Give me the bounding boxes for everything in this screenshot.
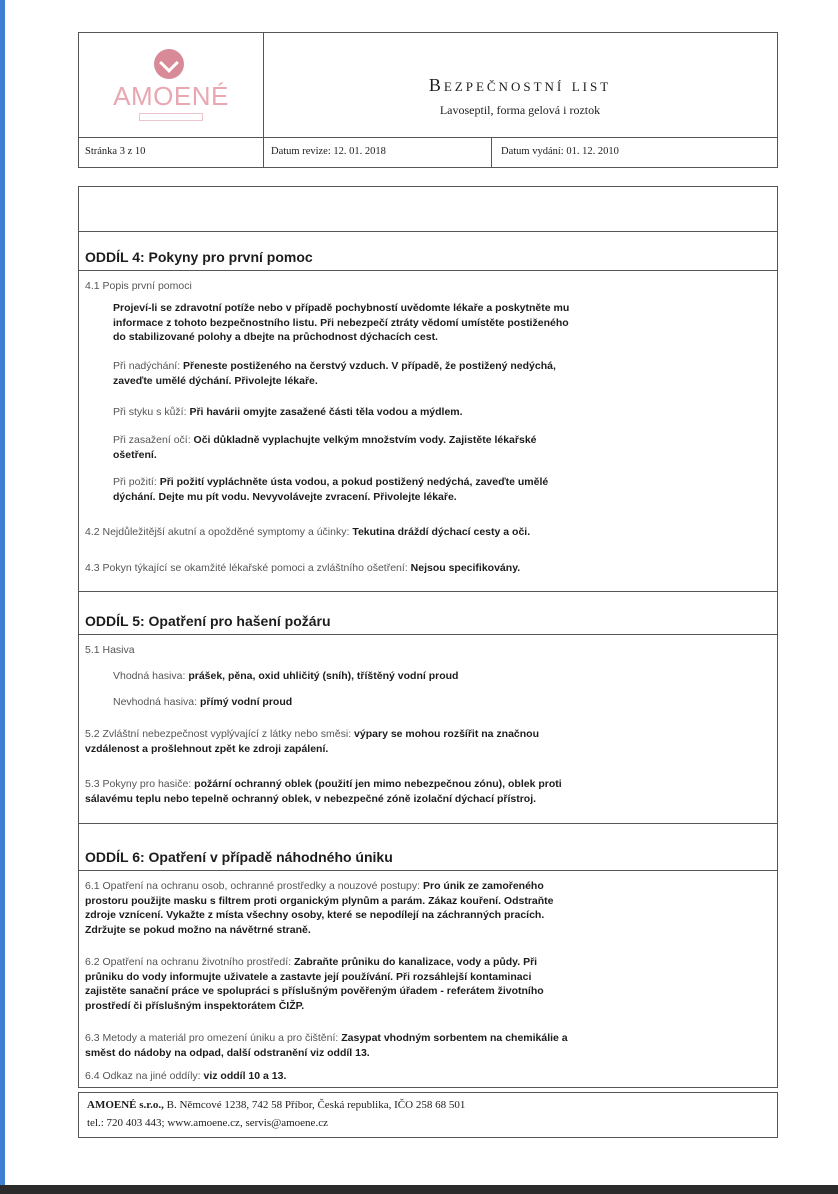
intro-line: do stabilizované polohy a dbejte na průchodnost dýchacích cest. bbox=[113, 331, 438, 343]
subsection-6-4 bbox=[85, 1069, 286, 1084]
eye-label: Při zasažení očí: bbox=[113, 434, 191, 446]
document-header bbox=[78, 32, 778, 168]
subsection-4-3-label: 4.3 Pokyn týkající se okamžité lékařské pomoci a zvláštního ošetření: bbox=[85, 562, 408, 574]
skin-text: Při havárii omyjte zasažené části těla vodou a mýdlem. bbox=[189, 406, 463, 418]
subsection-6-2-text: zajistěte sanační práce ve spolupráci s příslušným pověřeným úřadem - referátem životního bbox=[85, 985, 544, 997]
first-aid-intro bbox=[113, 301, 569, 345]
subsection-6-2-text: prostředí či příslušným inspektorátem ČIŽP. bbox=[85, 999, 305, 1012]
subsection-5-3-text: požární ochranný oblek (použití jen mimo nebezpečnou zónu), oblek proti bbox=[194, 778, 562, 790]
ingestion-item bbox=[113, 475, 548, 504]
divider bbox=[491, 138, 492, 168]
intro-line: informace z tohoto bezpečnostního listu. Při nebezpečí ztráty vědomí umístěte postiženého bbox=[113, 316, 569, 329]
subsection-6-4-text: viz oddíl 10 a 13. bbox=[203, 1070, 287, 1082]
suitable-media bbox=[113, 669, 458, 684]
eye-item bbox=[113, 433, 537, 462]
subsection-4-3-text: Nejsou specifikovány. bbox=[410, 562, 521, 574]
section-5-heading: ODDÍL 5: Opatření pro hašení požáru bbox=[79, 607, 777, 635]
document-subtitle: Lavoseptil, forma gelová i roztok bbox=[439, 103, 601, 117]
subsection-6-1 bbox=[85, 879, 775, 937]
subsection-6-2-label: 6.2 Opatření na ochranu životního prostředí: bbox=[85, 956, 292, 968]
unsuitable-media-text: přímý vodní proud bbox=[199, 696, 293, 708]
subsection-4-2-label: 4.2 Nejdůležitější akutní a opožděné symptomy a účinky: bbox=[85, 526, 350, 538]
subsection-6-1-label: 6.1 Opatření na ochranu osob, ochranné prostředky a nouzové postupy: bbox=[85, 880, 421, 892]
issue-date: Datum vydání: 01. 12. 2010 bbox=[501, 146, 619, 157]
divider bbox=[263, 138, 264, 168]
document-body bbox=[78, 186, 778, 1088]
subsection-6-2-text: průniku do vody informujte uživatele a zastavte její používání. Při rozsáhlejší kontaminaci bbox=[85, 970, 532, 983]
divider bbox=[79, 591, 777, 592]
subsection-5-1: 5.1 Hasiva bbox=[85, 644, 135, 656]
subsection-6-3-label: 6.3 Metody a materiál pro omezení úniku a pro čištění: bbox=[85, 1032, 339, 1044]
revision-date: Datum revize: 12. 01. 2018 bbox=[271, 146, 386, 157]
blank-row bbox=[79, 187, 777, 232]
section-4-heading: ODDÍL 4: Pokyny pro první pomoc bbox=[79, 243, 777, 271]
subsection-6-3-text: Zasypat vhodným sorbentem na chemikálie a bbox=[341, 1032, 568, 1044]
unsuitable-media bbox=[113, 695, 292, 710]
subsection-6-2-text: Zabraňte průniku do kanalizace, vody a půdy. Při bbox=[293, 956, 538, 968]
subsection-5-3-label: 5.3 Pokyny pro hasiče: bbox=[85, 778, 192, 790]
subsection-4-2 bbox=[85, 525, 530, 540]
section-6-heading: ODDÍL 6: Opatření v případě náhodného úniku bbox=[79, 843, 777, 871]
eye-text: Oči důkladně vyplachujte velkým množstvím vody. Zajistěte lékařské bbox=[193, 434, 537, 446]
subsection-6-2 bbox=[85, 955, 775, 1013]
subsection-5-2-text: výpary se mohou rozšířit na značnou bbox=[354, 728, 540, 740]
header-info-row bbox=[79, 137, 777, 168]
subsection-6-3 bbox=[85, 1031, 775, 1060]
subsection-6-1-text: zdroje vznícení. Vykažte z místa všechny osoby, které se nepodílejí na záchranných pracích. bbox=[85, 909, 545, 921]
company-logo bbox=[79, 33, 264, 137]
unsuitable-media-label: Nevhodná hasiva: bbox=[113, 696, 198, 708]
document-title: Bezpečnostní list bbox=[428, 75, 612, 95]
logo-tagline-box bbox=[139, 113, 203, 121]
subsection-6-1-text: Pro únik ze zamořeného bbox=[422, 880, 544, 892]
logo-heart-icon bbox=[154, 49, 184, 79]
subsection-6-4-label: 6.4 Odkaz na jiné oddíly: bbox=[85, 1070, 201, 1082]
subsection-5-3 bbox=[85, 777, 562, 806]
subsection-4-3 bbox=[85, 561, 520, 576]
subsection-5-2 bbox=[85, 727, 539, 756]
ingestion-label: Při požití: bbox=[113, 476, 157, 488]
divider bbox=[79, 823, 777, 824]
inhalation-item bbox=[113, 359, 556, 388]
document-footer bbox=[78, 1092, 778, 1138]
subsection-6-1-text: prostoru použijte masku s filtrem proti organickým plynům a parám. Zákaz kouření. Odstraňte bbox=[85, 894, 554, 907]
subsection-4-2-text: Tekutina dráždí dýchací cesty a oči. bbox=[352, 526, 531, 538]
address-text: B. Němcové 1238, 742 58 Příbor, Česká republika, IČO 258 68 501 bbox=[166, 1099, 466, 1111]
subsection-5-2-label: 5.2 Zvláštní nebezpečnost vyplývající z látky nebo směsi: bbox=[85, 728, 352, 740]
ingestion-text: Při požití vypláchněte ústa vodou, a pokud postižený nedýchá, zaveďte umělé bbox=[159, 476, 549, 488]
subsection-6-1-text: Zdržujte se pokud možno na návětrné straně. bbox=[85, 923, 311, 936]
contact-info: tel.: 720 403 443; www.amoene.cz, servis@amoene.cz bbox=[87, 1117, 328, 1129]
logo-text: AMOENÉ bbox=[113, 81, 229, 111]
suitable-media-label: Vhodná hasiva: bbox=[113, 670, 186, 682]
inhalation-text: zaveďte umělé dýchání. Přivolejte lékaře. bbox=[113, 374, 318, 387]
company-address bbox=[87, 1099, 465, 1111]
subsection-5-3-text: sálavému teplu nebo tepelně ochranný oblek, v nebezpečné zóně izolační dýchací přístroj. bbox=[85, 792, 537, 805]
subsection-6-3-text: směst do nádoby na odpad, další odstranění viz oddíl 13. bbox=[85, 1046, 370, 1059]
page-number: Stránka 3 z 10 bbox=[85, 146, 146, 157]
eye-text: ošetření. bbox=[113, 448, 157, 461]
skin-label: Při styku s kůží: bbox=[113, 406, 187, 418]
title-cell bbox=[263, 33, 777, 137]
company-name: AMOENÉ s.r.o., bbox=[87, 1099, 164, 1111]
inhalation-label: Při nadýchání: bbox=[113, 360, 181, 372]
subsection-4-1: 4.1 Popis první pomoci bbox=[85, 280, 192, 292]
ingestion-text: dýchání. Dejte mu pít vodu. Nevyvolávejte zvracení. Přivolejte lékaře. bbox=[113, 490, 457, 503]
inhalation-text: Přeneste postiženého na čerstvý vzduch. V případě, že postižený nedýchá, bbox=[183, 360, 556, 372]
subsection-5-2-text: vzdálenost a prošlehnout zpět ke zdroji zapálení. bbox=[85, 742, 329, 755]
suitable-media-text: prášek, pěna, oxid uhličitý (sníh), tříštěný vodní proud bbox=[188, 670, 459, 682]
intro-line: Projeví-li se zdravotní potíže nebo v případě pochybností uvědomte lékaře a poskytněte mu bbox=[113, 302, 570, 314]
skin-item bbox=[113, 405, 463, 420]
window-edge bbox=[0, 0, 5, 1194]
window-bottom-edge bbox=[0, 1185, 838, 1194]
